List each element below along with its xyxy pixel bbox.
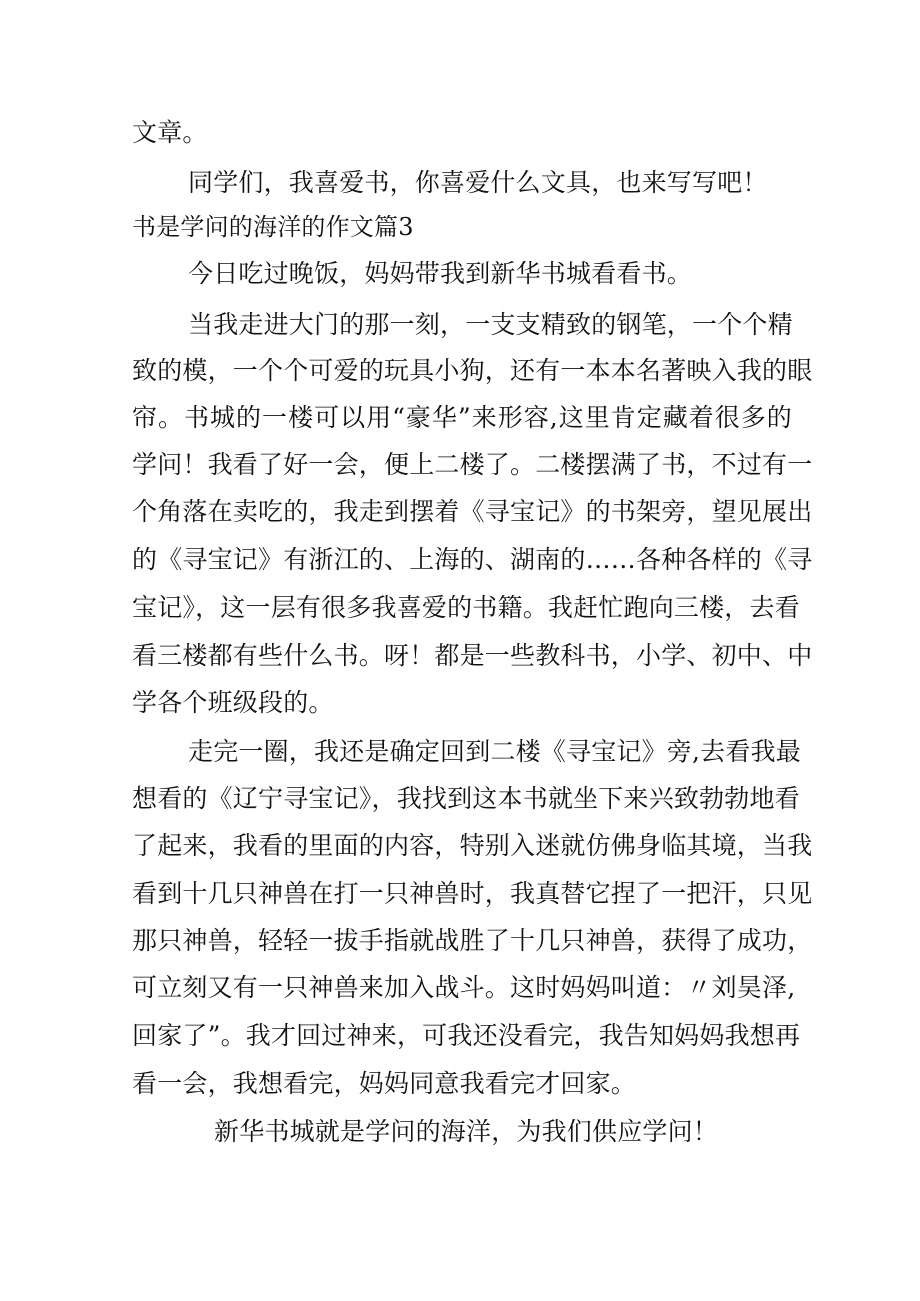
text-line: 那只神兽，轻轻一拔手指就战胜了十几只神兽，获得了成功，	[132, 926, 813, 955]
text-line: 可立刻又有一只神兽来加入战斗。这时妈妈叫道：〃刘昊泽,	[132, 973, 796, 1002]
text-line: 今日吃过晚饭，妈妈带我到新华书城看看书。	[188, 259, 693, 288]
text-line: 帘。书城的一楼可以用“豪华”来形容,这里肯定藏着很多的	[132, 403, 792, 432]
text-line: 学各个班级段的。	[132, 688, 334, 717]
section-heading: 书是学问的海洋的作文篇3	[132, 213, 414, 241]
text-line: 的《寻宝记》有浙江的、上海的、湖南的……各种各样的《寻	[132, 545, 813, 574]
text-line: 同学们，我喜爱书，你喜爱什么文具，也来写写吧！	[188, 168, 768, 197]
text-line: 致的模，一个个可爱的玩具小狗，还有一本本名著映入我的眼	[132, 356, 813, 385]
text-line: 学问！我看了好一会，便上二楼了。二楼摆满了书，不过有一	[132, 450, 813, 479]
text-line: 想看的《辽宁寻宝记》，我找到这本书就坐下来兴致勃勃地看	[132, 784, 800, 813]
text-line: 回家了”。我才回过神来，可我还没看完，我告知妈妈我想再	[132, 1021, 801, 1050]
text-line: 个角落在卖吃的，我走到摆着《寻宝记》的书架旁，望见展出	[132, 497, 813, 526]
text-line: 看到十几只神兽在打一只神兽时，我真替它捏了一把汗，只见	[132, 879, 813, 908]
text-line: 新华书城就是学问的海洋，为我们供应学问！	[214, 1117, 719, 1146]
text-line: 走完一圈，我还是确定回到二楼《寻宝记》旁,去看我最	[188, 737, 801, 766]
text-line: 看三楼都有些什么书。呀！都是一些教科书，小学、初中、中	[132, 641, 813, 670]
text-line: 当我走进大门的那一刻，一支支精致的钢笔，一个个精	[188, 310, 793, 339]
text-line: 了起来，我看的里面的内容，特别入迷就仿佛身临其境，当我	[132, 831, 813, 860]
text-line: 看一会，我想看完，妈妈同意我看完才回家。	[132, 1069, 637, 1098]
text-line: 宝记》，这一层有很多我喜爱的书籍。我赶忙跑向三楼，去看	[132, 593, 800, 622]
text-line: 文章。	[132, 118, 208, 147]
